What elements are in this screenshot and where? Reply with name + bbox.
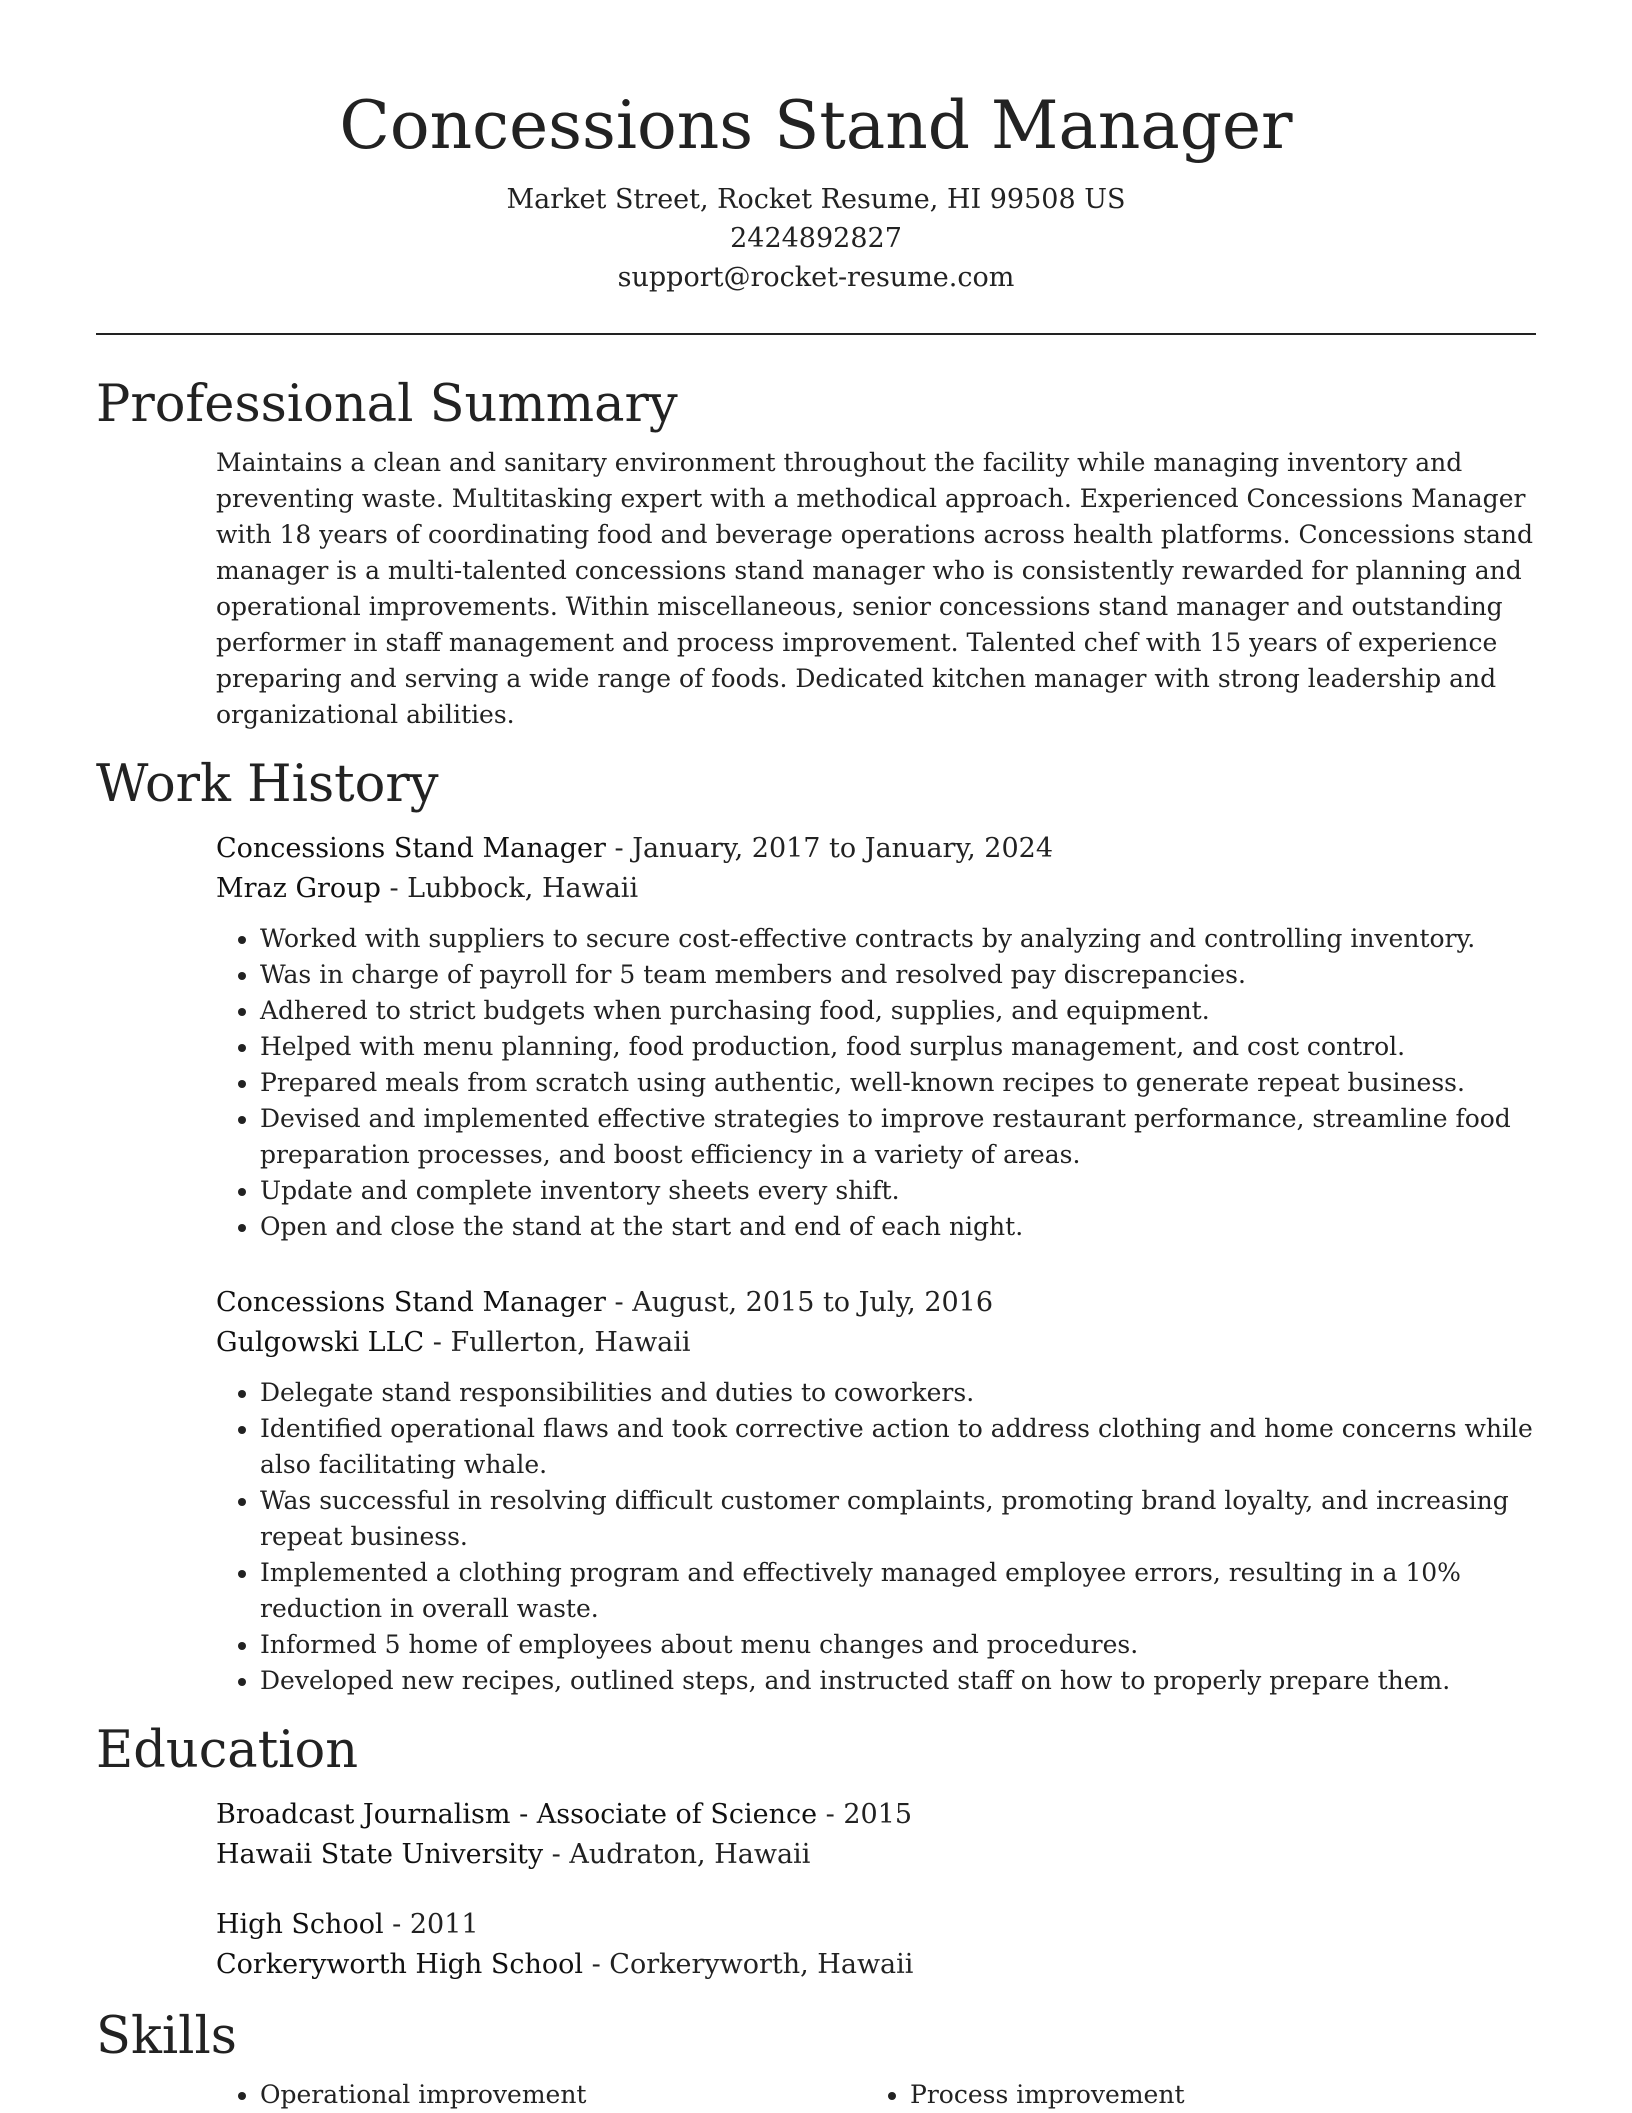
skills-column-right [866,2077,1516,2113]
skills-column-left [216,2077,866,2113]
header-divider [96,333,1536,335]
job-title-line [216,829,1536,869]
job-location: - Fullerton, Hawaii [424,1327,691,1358]
work-history-section [96,753,1536,1699]
email: support@rocket-resume.com [617,262,1015,293]
work-history-title: Work History [96,755,439,814]
job-bullet: • Open and close the stand at the start and end of each night. [260,1209,1536,1245]
job-bullet: • Identified operational flaws and took corrective action to address clothing and home concerns while also facilitating whale. [260,1411,1536,1483]
skills-grid [216,2077,1536,2113]
degree-line [216,1795,1536,1835]
summary-text: Maintains a clean and sanitary environment throughout the facility while managing inventory and preventing waste. Multitasking expert with a methodical approach. Experienced Concessions Manager with 18 years of coordinating food and beverage operations across health platforms. Concessions stand manager is a multi-talented concessions stand manager who is consistently rewarded for planning and operational improvements. Within miscellaneous, senior concessions stand manager and outstanding performer in staff management and process improvement. Talented chef with 15 years of experience preparing and serving a wide range of foods. Dedicated kitchen manager with strong leadership and organizational abilities. [216,448,1534,729]
education-section [96,1719,1536,1985]
job-bullet: • Implemented a clothing program and effectively managed employee errors, resulting in a 10% reduction in overall waste. [260,1555,1536,1627]
job-location: - Lubbock, Hawaii [380,873,639,904]
job-entry [216,829,1536,1245]
education-entry [216,1795,1536,1875]
job-bullet: • Helped with menu planning, food production, food surplus management, and cost control. [260,1029,1536,1065]
job-bullets [216,1375,1536,1699]
job-entry [216,1283,1536,1699]
job-position: Concessions Stand Manager [216,1287,606,1318]
job-bullet: • Update and complete inventory sheets every shift. [260,1173,1536,1209]
job-company: Mraz Group [216,873,381,904]
job-bullet: • Adhered to strict budgets when purchasing food, supplies, and equipment. [260,993,1536,1029]
education-title: Education [96,1721,359,1780]
job-company-line [216,869,1536,909]
resume-page [96,0,1536,2113]
job-position: Concessions Stand Manager [216,833,606,864]
degree-line [216,1905,1536,1945]
job-bullet: • Worked with suppliers to secure cost-effective contracts by analyzing and controlling inventory. [260,921,1536,957]
summary-section [96,373,1536,733]
job-bullet: • Delegate stand responsibilities and duties to coworkers. [260,1375,1536,1411]
school-line [216,1945,1536,1985]
job-bullet: • Developed new recipes, outlined steps, and instructed staff on how to properly prepare them. [260,1663,1536,1699]
skill-item: • Process improvement [910,2077,1516,2113]
candidate-name: Concessions Stand Manager [339,87,1293,164]
job-dates: - January, 2017 to January, 2024 [605,833,1053,864]
school-location: - Corkeryworth, Hawaii [583,1949,914,1980]
job-company-line [216,1323,1536,1363]
school-line [216,1835,1536,1875]
address: Market Street, Rocket Resume, HI 99508 US [506,184,1126,215]
job-bullet: • Devised and implemented effective strategies to improve restaurant performance, streamline food preparation processes, and boost efficiency in a variety of areas. [260,1101,1536,1173]
job-bullets [216,921,1536,1245]
skill-item: • Operational improvement [260,2077,866,2113]
job-bullet: • Prepared meals from scratch using authentic, well-known recipes to generate repeat business. [260,1065,1536,1101]
job-bullet: • Was in charge of payroll for 5 team members and resolved pay discrepancies. [260,957,1536,993]
job-bullet: • Informed 5 home of employees about menu changes and procedures. [260,1627,1536,1663]
job-title-line [216,1283,1536,1323]
degree: Broadcast Journalism - Associate of Science [216,1799,818,1830]
school-location: - Audraton, Hawaii [543,1839,811,1870]
school-name: Hawaii State University [216,1839,544,1870]
school-name: Corkeryworth High School [216,1949,584,1980]
summary-title: Professional Summary [96,375,678,434]
education-entry [216,1905,1536,1985]
contact-block [96,180,1536,297]
degree: High School [216,1909,384,1940]
skills-title: Skills [96,2007,237,2066]
graduation-year: - 2015 [817,1799,913,1830]
graduation-year: - 2011 [383,1909,479,1940]
phone: 2424892827 [730,223,902,254]
job-bullet: • Was successful in resolving difficult customer complaints, promoting brand loyalty, and increasing repeat business. [260,1483,1536,1555]
job-dates: - August, 2015 to July, 2016 [605,1287,994,1318]
resume-header [96,0,1536,297]
skills-section [96,2005,1536,2113]
job-company: Gulgowski LLC [216,1327,425,1358]
